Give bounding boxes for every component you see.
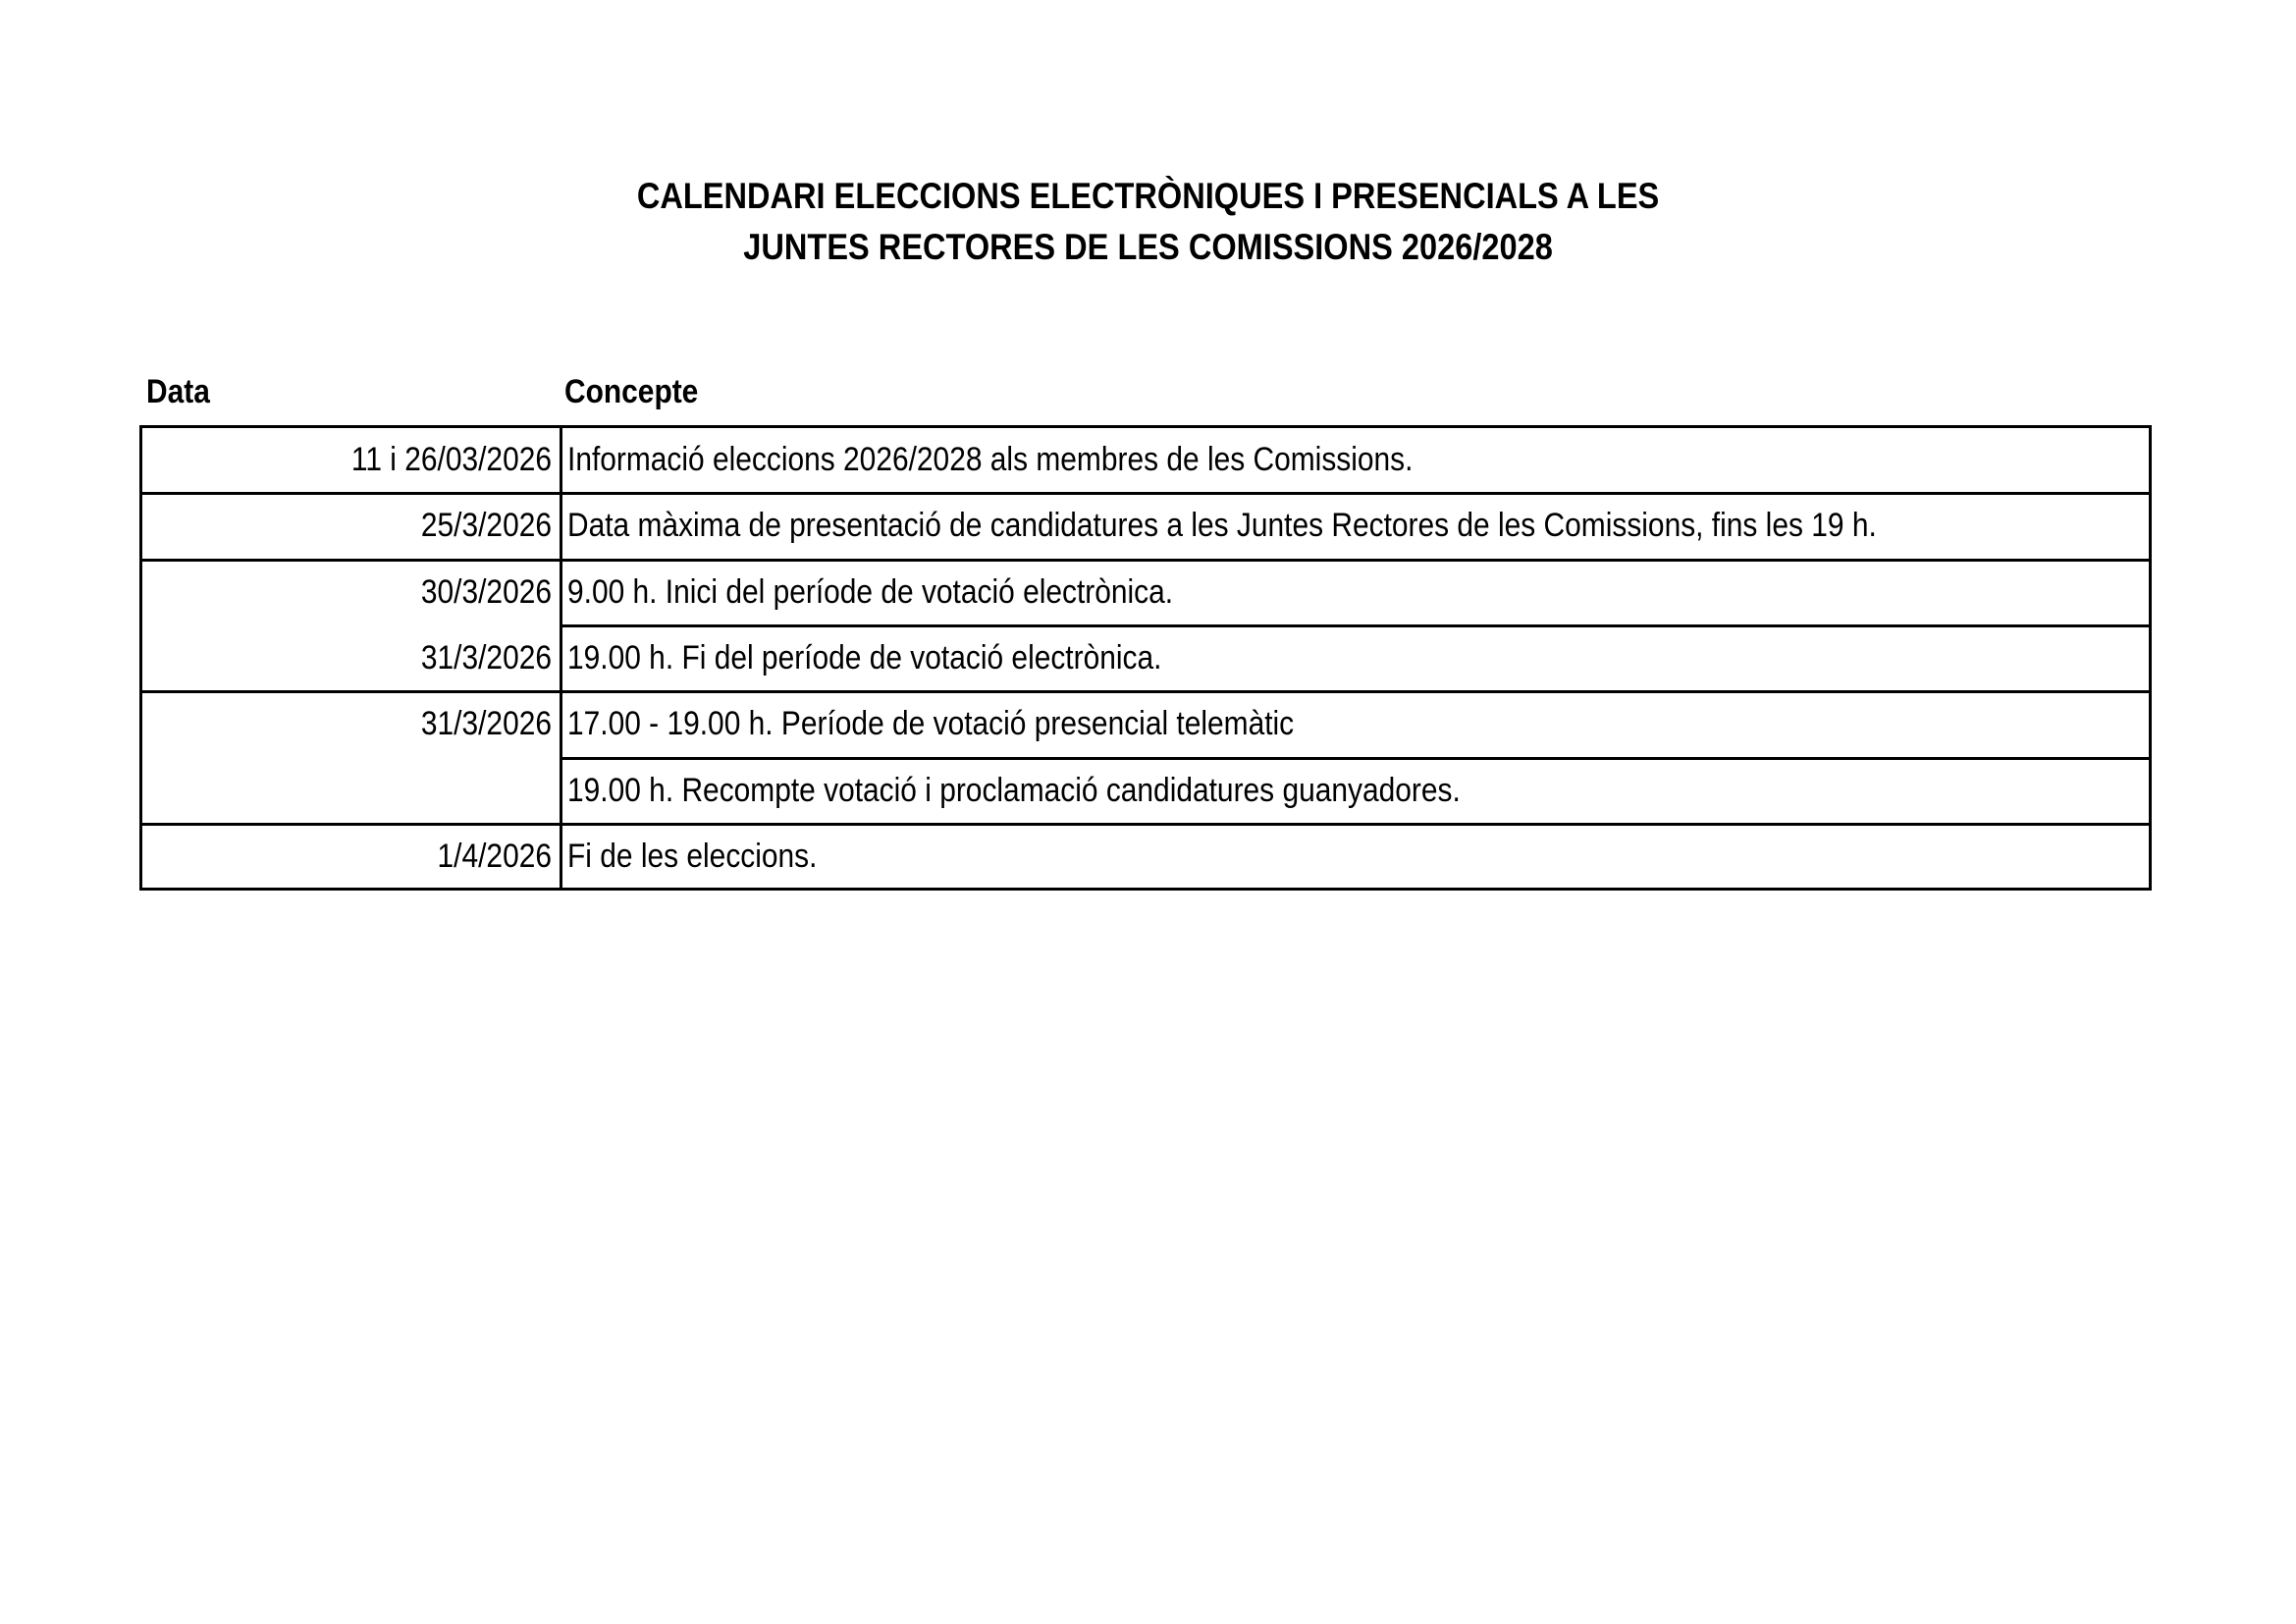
table-row-date — [191, 759, 552, 823]
calendar-table — [139, 425, 2152, 891]
table-row-concept: 19.00 h. Fi del període de votació electrònica. — [567, 639, 1162, 677]
table-row-date: 1/4/2026 — [437, 838, 552, 875]
table-row-concept: 17.00 - 19.00 h. Període de votació presencial telemàtic — [567, 705, 1295, 742]
table-row-date: 25/3/2026 — [420, 507, 552, 544]
document-title-line-2: JUNTES RECTORES DE LES COMISSIONS 2026/2028 — [743, 227, 1553, 267]
document-title-line-1: CALENDARI ELECCIONS ELECTRÒNIQUES I PRESENCIALS A LES — [636, 176, 1660, 216]
table-row-concept: Data màxima de presentació de candidatures a les Juntes Rectores de les Comissions, fins les 19 h. — [567, 507, 1877, 544]
column-header-date: Data — [146, 373, 210, 410]
table-row-concept: Fi de les eleccions. — [567, 838, 818, 875]
table-row-concept: 19.00 h. Recompte votació i proclamació candidatures guanyadores. — [567, 772, 1461, 809]
column-divider — [560, 428, 562, 888]
table-row-date: 31/3/2026 — [420, 705, 552, 742]
column-header-concept: Concepte — [564, 373, 699, 410]
table-row-concept: Informació eleccions 2026/2028 als membres de les Comissions. — [567, 441, 1414, 478]
table-row-date: 11 i 26/03/2026 — [350, 441, 552, 478]
table-row-date: 31/3/2026 — [420, 639, 552, 677]
table-row-concept: 9.00 h. Inici del període de votació electrònica. — [567, 573, 1174, 611]
table-row-date: 30/3/2026 — [420, 573, 552, 611]
